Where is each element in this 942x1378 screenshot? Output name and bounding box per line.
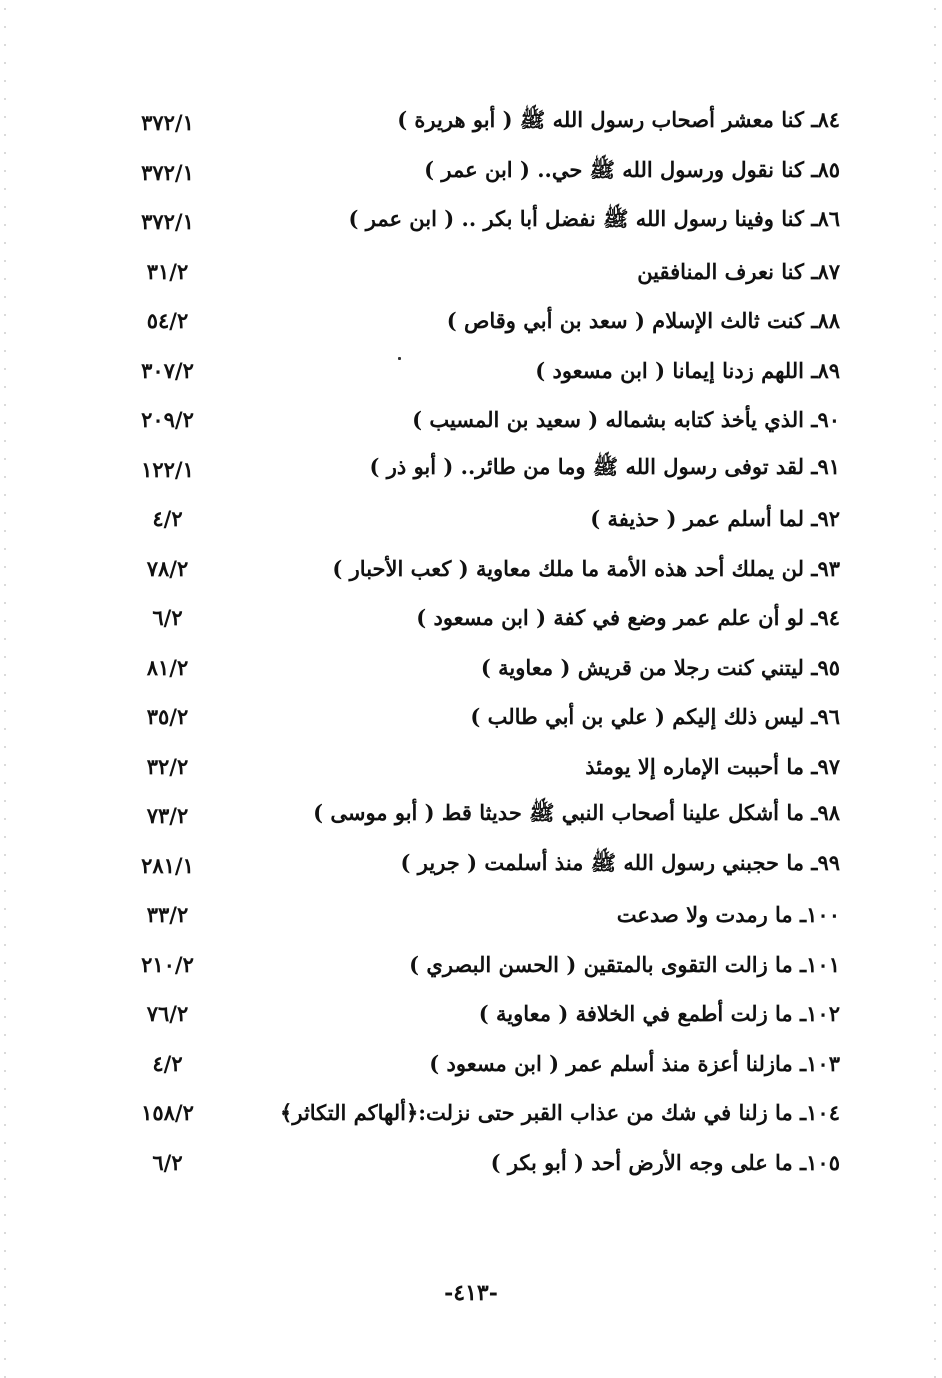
index-entry bbox=[120, 197, 840, 247]
index-entry bbox=[120, 890, 840, 940]
entry-reference: ٦/٢ bbox=[152, 1149, 183, 1175]
page-number: -٤١٣- bbox=[444, 1280, 498, 1306]
index-entry bbox=[120, 940, 840, 990]
index-entry bbox=[120, 395, 840, 445]
index-entry bbox=[120, 989, 840, 1039]
index-list bbox=[120, 98, 840, 1187]
entry-text: ١٠١ـ ما زالت التقوى بالمتقين ( الحسن البصري ) bbox=[409, 951, 840, 977]
entry-reference: ٢٠٩/٢ bbox=[141, 407, 194, 433]
index-entry bbox=[120, 346, 840, 396]
entry-reference: ١٥٨/٢ bbox=[141, 1100, 194, 1126]
entry-text: ٨٨ـ كنت ثالث الإسلام ( سعد بن أبي وقاص ) bbox=[446, 308, 840, 334]
index-entry bbox=[120, 1088, 840, 1138]
index-entry bbox=[120, 791, 840, 841]
entry-reference: ٣٧٢/١ bbox=[141, 110, 194, 136]
entry-reference: ٣٥/٢ bbox=[146, 704, 189, 730]
entry-reference: ٤/٢ bbox=[152, 1050, 183, 1076]
index-entry bbox=[120, 148, 840, 198]
index-entry bbox=[120, 98, 840, 148]
entry-reference: ٣٠٧/٢ bbox=[141, 357, 194, 383]
entry-reference: ٥٤/٢ bbox=[146, 308, 189, 334]
entry-text: ٩٧ـ ما أحببت الإماره إلا يومئذ bbox=[585, 753, 840, 779]
entry-text: ١٠٤ـ ما زلنا في شك من عذاب القبر حتى نزلت:﴿ألهاكم التكاثر﴾ bbox=[280, 1100, 840, 1126]
entry-reference: ٧٦/٢ bbox=[146, 1001, 189, 1027]
index-entry bbox=[120, 544, 840, 594]
right-edge-scan-marks bbox=[934, 0, 936, 1378]
entry-reference: ٣٢/٢ bbox=[146, 753, 189, 779]
left-edge-scan-marks bbox=[4, 0, 6, 1378]
entry-reference: ٣٧٢/١ bbox=[141, 159, 194, 185]
index-entry bbox=[120, 742, 840, 792]
entry-text: ٩٥ـ ليتني كنت رجلا من قريش ( معاوية ) bbox=[480, 654, 840, 680]
index-entry bbox=[120, 445, 840, 495]
index-entry bbox=[120, 296, 840, 346]
entry-reference: ٣٧٢/١ bbox=[141, 209, 194, 235]
index-entry bbox=[120, 494, 840, 544]
entry-reference: ١٢٢/١ bbox=[141, 456, 194, 482]
entry-text: ١٠٢ـ ما زلت أطمع في الخلافة ( معاوية ) bbox=[478, 1001, 840, 1027]
entry-reference: ٣١/٢ bbox=[146, 258, 189, 284]
index-entry bbox=[120, 593, 840, 643]
entry-text: ٩٠ـ الذي يأخذ كتابه بشماله ( سعيد بن المسيب ) bbox=[412, 407, 840, 433]
entry-text: ٩٩ـ ما حجبني رسول الله ﷺ منذ أسلمت ( جرير ) bbox=[400, 849, 840, 875]
entry-reference: ٣٣/٢ bbox=[146, 902, 189, 928]
entry-text: ٨٦ـ كنا وفينا رسول الله ﷺ نفضل أبا بكر .. ( ابن عمر ) bbox=[348, 206, 840, 232]
index-entry bbox=[120, 692, 840, 742]
entry-reference: ٧٨/٢ bbox=[146, 555, 189, 581]
index-entry bbox=[120, 247, 840, 297]
entry-reference: ٧٣/٢ bbox=[146, 803, 189, 829]
entry-text: ١٠٥ـ ما على وجه الأرض أحد ( أبو بكر ) bbox=[490, 1149, 840, 1175]
index-entry bbox=[120, 1138, 840, 1188]
entry-reference: ٤/٢ bbox=[152, 506, 183, 532]
entry-text: ١٠٣ـ مازلنا أعزة منذ أسلم عمر ( ابن مسعود ) bbox=[429, 1050, 840, 1076]
entry-text: ٨٧ـ كنا نعرف المنافقين bbox=[637, 258, 840, 284]
entry-reference: ٦/٢ bbox=[152, 605, 183, 631]
entry-text: ٩٣ـ لن يملك أحد هذه الأمة ما ملك معاوية ( كعب الأحبار ) bbox=[332, 555, 840, 581]
entry-text: ٨٤ـ كنا معشر أصحاب رسول الله ﷺ ( أبو هريرة ) bbox=[397, 107, 840, 133]
entry-text: ٩١ـ لقد توفى رسول الله ﷺ وما من طائر.. ( أبو ذر ) bbox=[369, 453, 840, 479]
entry-text: ٨٩ـ اللهم زدنا إيمانا ( ابن مسعود ) bbox=[535, 357, 840, 383]
entry-text: ٩٦ـ ليس ذلك إليكم ( علي بن أبي طالب ) bbox=[470, 704, 840, 730]
entry-text: ٩٨ـ ما أشكل علينا أصحاب النبي ﷺ حديثا قط ( أبو موسى ) bbox=[313, 800, 840, 826]
index-entry bbox=[120, 1039, 840, 1089]
entry-reference: ٨١/٢ bbox=[146, 654, 189, 680]
entry-reference: ٢٨١/١ bbox=[141, 852, 194, 878]
entry-reference: ٢١٠/٢ bbox=[141, 951, 194, 977]
index-entry bbox=[120, 643, 840, 693]
entry-text: ٩٢ـ لما أسلم عمر ( حذيفة ) bbox=[590, 506, 840, 532]
entry-text: ٨٥ـ كنا نقول ورسول الله ﷺ حي.. ( ابن عمر ) bbox=[424, 156, 840, 182]
index-entry bbox=[120, 841, 840, 891]
entry-text: ٩٤ـ لو أن علم عمر وضع في كفة ( ابن مسعود ) bbox=[416, 605, 840, 631]
entry-text: ١٠٠ـ ما رمدت ولا صدعت bbox=[616, 902, 840, 928]
